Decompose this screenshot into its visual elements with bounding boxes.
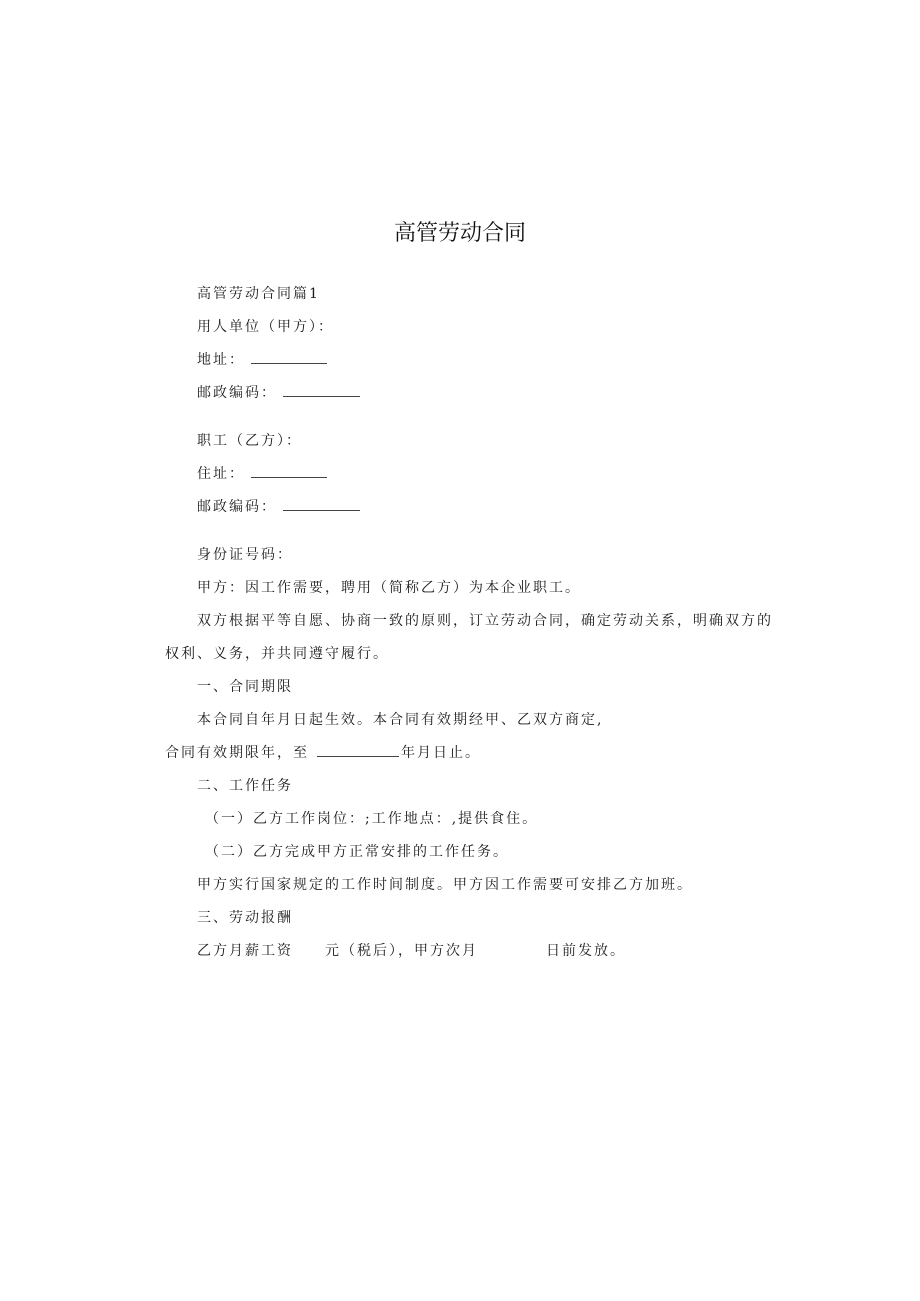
document-title: 高管劳动合同 bbox=[393, 221, 526, 246]
party-b-postcode bbox=[197, 498, 360, 516]
salary-text-3: 日前发放。 bbox=[546, 943, 626, 959]
party-a-address-label: 地址： bbox=[197, 352, 245, 368]
party-b-address-blank bbox=[251, 465, 327, 478]
section-2-item-1: （一）乙方工作岗位：;工作地点：,提供食住。 bbox=[205, 811, 539, 827]
section-1-line-1: 本合同自年月日起生效。本合同有效期经甲、乙双方商定, bbox=[197, 712, 604, 728]
party-a-postcode-label: 邮政编码： bbox=[197, 385, 277, 401]
salary-line bbox=[197, 942, 626, 960]
section-1-heading: 一、合同期限 bbox=[197, 679, 293, 695]
salary-text-1: 乙方月薪工资 bbox=[197, 943, 293, 959]
party-b-postcode-blank bbox=[283, 498, 360, 511]
party-b-postcode-label: 邮政编码： bbox=[197, 499, 277, 515]
party-a-address bbox=[197, 351, 327, 369]
intro-paragraph: 甲方：因工作需要，聘用（简称乙方）为本企业职工。 bbox=[197, 580, 581, 596]
party-a-address-blank bbox=[251, 351, 327, 364]
party-a-label: 用人单位（甲方）： bbox=[197, 319, 334, 335]
principle-line-2: 权利、义务，并共同遵守履行。 bbox=[165, 646, 389, 662]
term-end-blank bbox=[317, 744, 399, 757]
subtitle: 高管劳动合同篇1 bbox=[197, 286, 320, 302]
party-b-address-label: 住址： bbox=[197, 466, 245, 482]
working-hours-paragraph: 甲方实行国家规定的工作时间制度。甲方因工作需要可安排乙方加班。 bbox=[197, 877, 693, 893]
party-a-postcode bbox=[197, 384, 360, 402]
section-2-heading: 二、工作任务 bbox=[197, 778, 293, 794]
party-a-postcode-blank bbox=[283, 384, 360, 397]
section-1-line-2 bbox=[165, 744, 481, 762]
salary-text-2: 元（税后），甲方次月 bbox=[325, 943, 478, 959]
party-b-label: 职工（乙方）： bbox=[197, 433, 302, 449]
term-text-pre: 合同有效期限年，至 bbox=[165, 745, 309, 761]
term-text-post: 年月日止。 bbox=[401, 745, 481, 761]
section-2-item-2: （二）乙方完成甲方正常安排的工作任务。 bbox=[205, 844, 509, 860]
party-b-address bbox=[197, 465, 327, 483]
section-3-heading: 三、劳动报酬 bbox=[197, 910, 293, 926]
principle-line-1: 双方根据平等自愿、协商一致的原则，订立劳动合同，确定劳动关系，明确双方的 bbox=[197, 613, 773, 629]
id-number-label: 身份证号码： bbox=[197, 547, 293, 563]
